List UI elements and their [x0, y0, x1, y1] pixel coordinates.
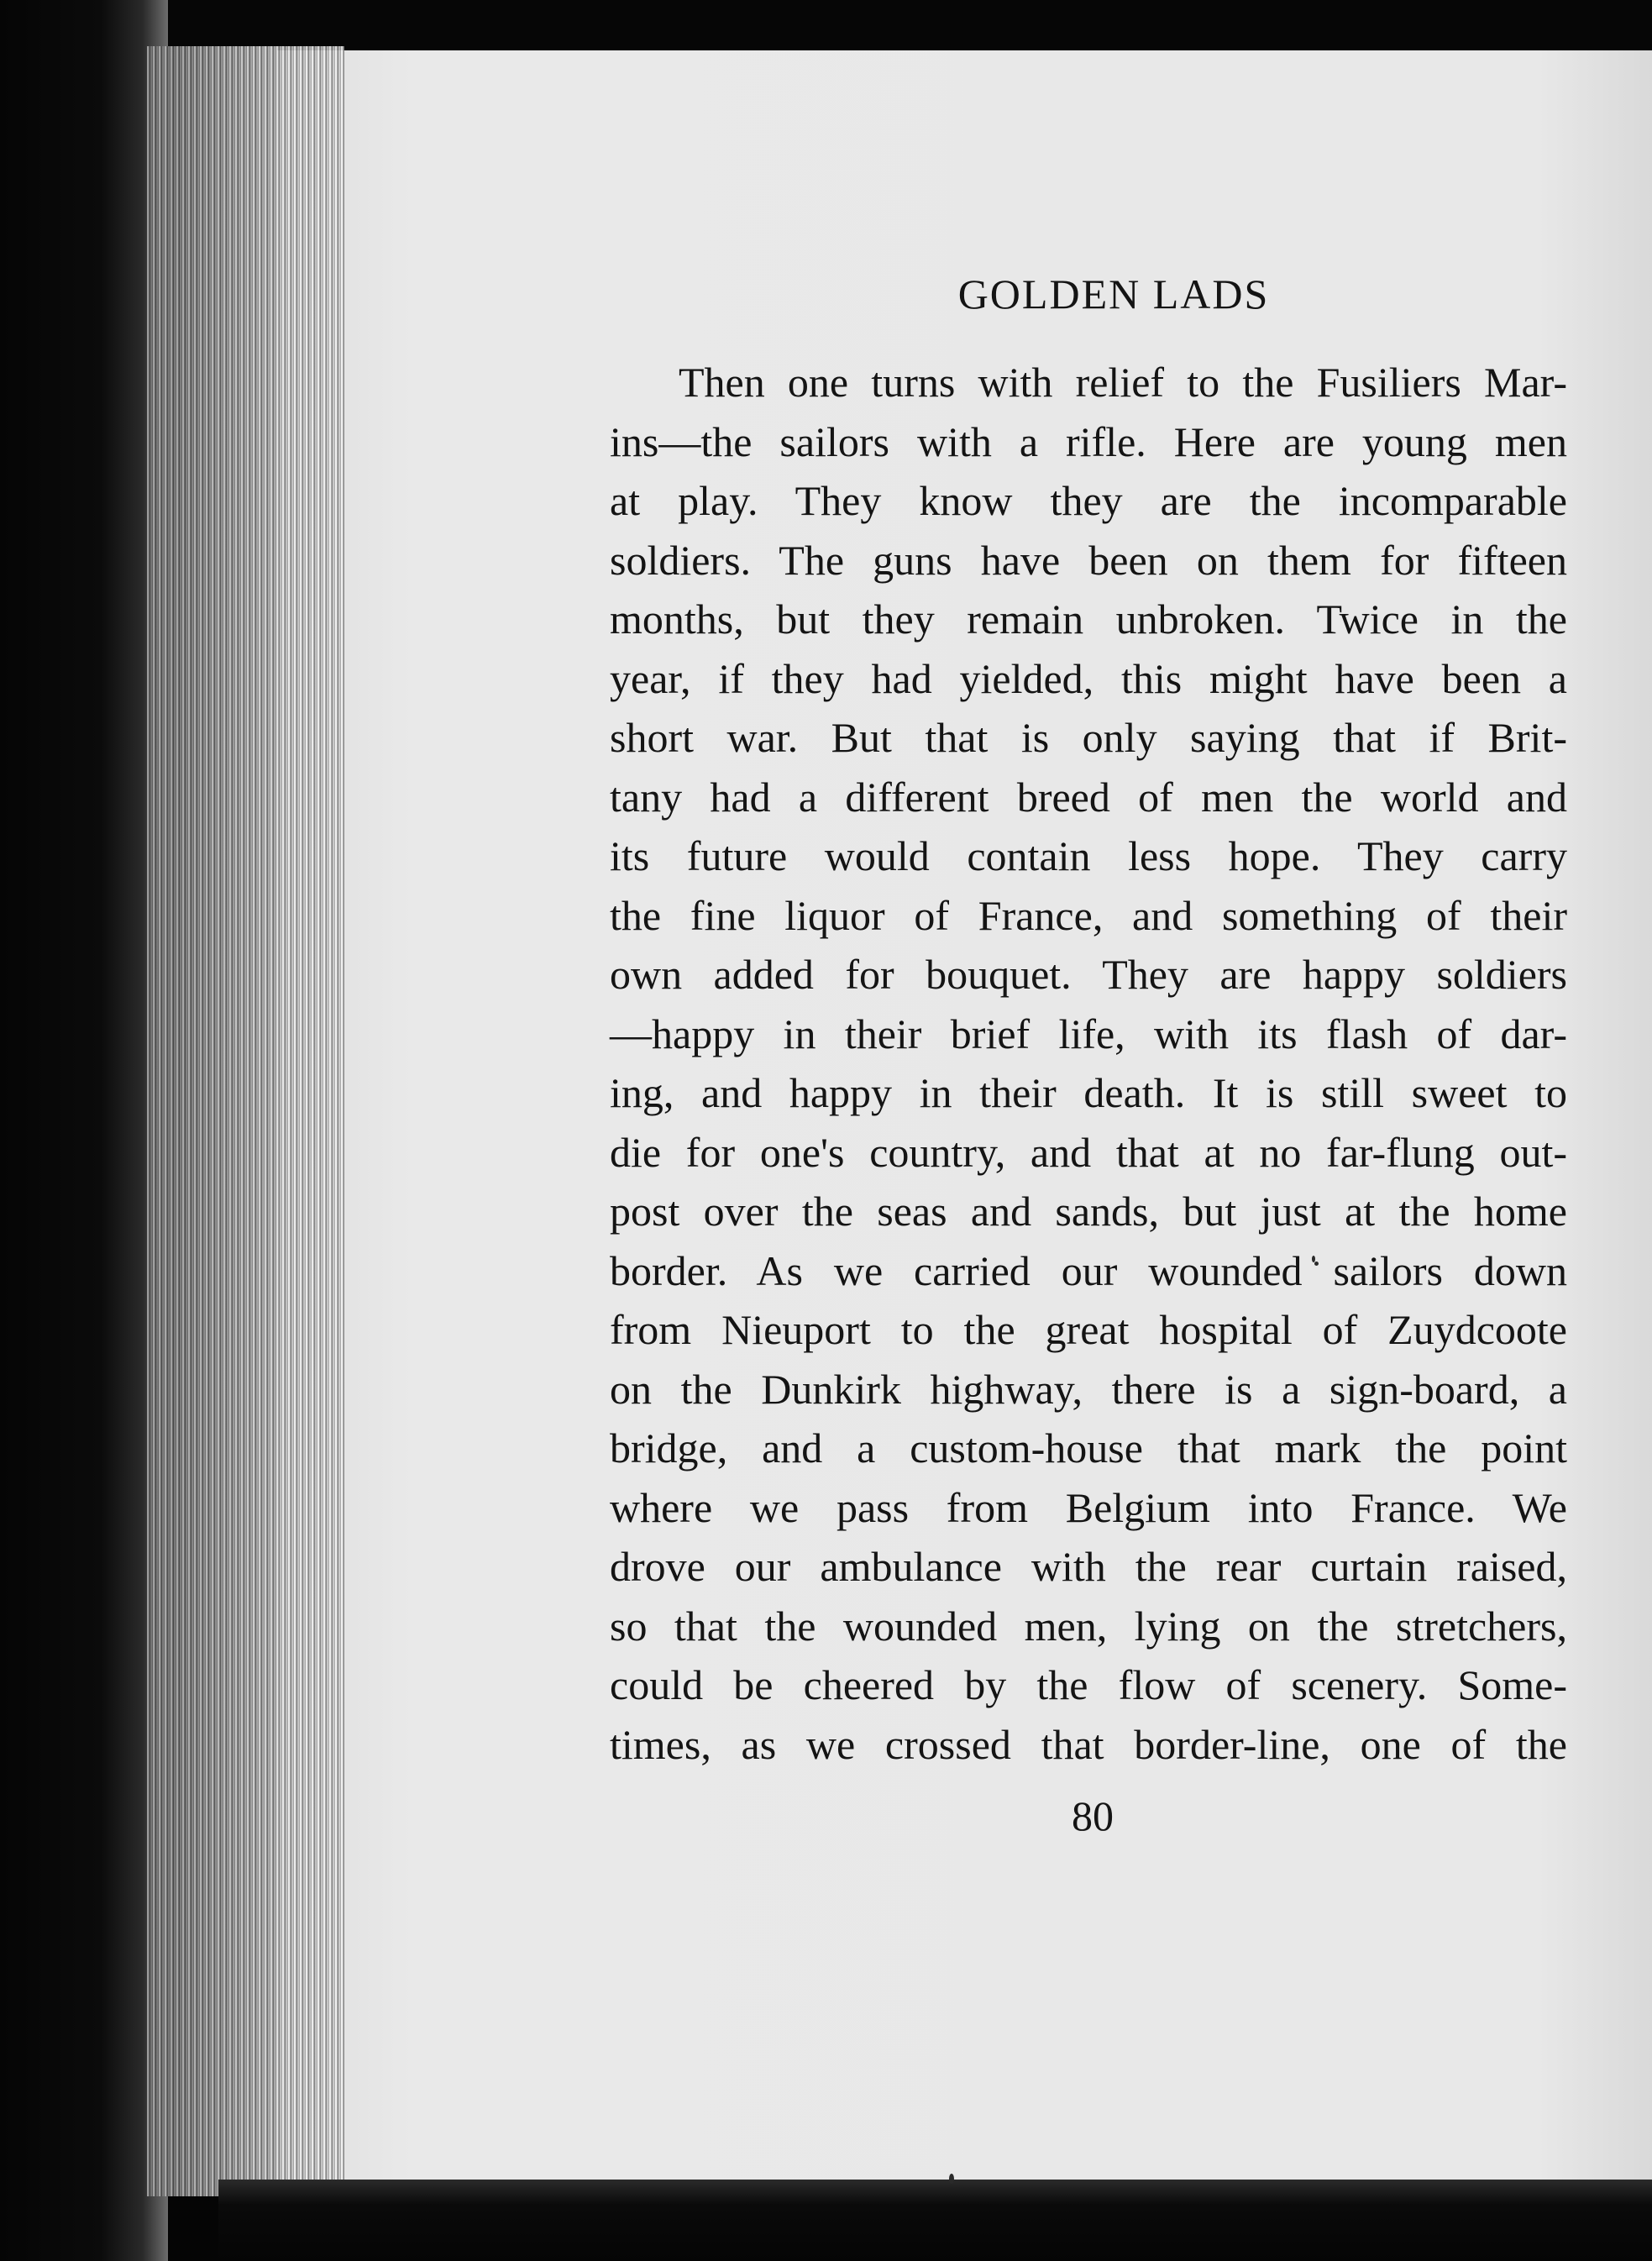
text-line: border. As we carried our wounded sailors down: [610, 1246, 1567, 1294]
text-line: own added for bouquet. They are happy soldiers: [610, 951, 1567, 998]
text-line: soldiers. The guns have been on them for fifteen: [610, 536, 1567, 584]
page-number: 80: [1072, 1792, 1114, 1839]
text-line: could be cheered by the flow of scenery. Some-: [610, 1661, 1567, 1708]
book-binding-shadow: [0, 0, 168, 2261]
page-edges-stack: [147, 46, 344, 2196]
text-line: its future would contain less hope. They carry: [610, 832, 1567, 879]
ink-speck: [949, 2174, 954, 2184]
text-line: drove our ambulance with the rear curtain raised,: [610, 1543, 1567, 1590]
text-line: on the Dunkirk highway, there is a sign-board, a: [610, 1365, 1567, 1413]
scan-bottom-border: [218, 2180, 1652, 2261]
text-line: ins—the sailors with a rifle. Here are young men: [610, 417, 1567, 465]
text-line: short war. But that is only saying that if Brit-: [610, 714, 1567, 761]
text-line: Then one turns with relief to the Fusiliers Mar-: [679, 359, 1567, 406]
text-line: the fine liquor of France, and something of their: [610, 891, 1567, 939]
text-block: [610, 269, 1567, 1841]
text-line: ing, and happy in their death. It is still sweet to: [610, 1069, 1567, 1116]
text-line: tany had a different breed of men the world and: [610, 773, 1567, 821]
text-line: —happy in their brief life, with its flash of dar-: [610, 1010, 1567, 1057]
text-line: so that the wounded men, lying on the stretchers,: [610, 1602, 1567, 1650]
text-line: times, as we crossed that border-line, one of the: [610, 1720, 1567, 1768]
text-line: where we pass from Belgium into France. We: [610, 1483, 1567, 1531]
text-line: bridge, and a custom-house that mark the point: [610, 1424, 1567, 1471]
text-line: at play. They know they are the incomparable: [610, 477, 1567, 524]
text-line: from Nieuport to the great hospital of Zuydcoote: [610, 1306, 1567, 1353]
text-line: months, but they remain unbroken. Twice in the: [610, 595, 1567, 643]
text-line: post over the seas and sands, but just at the home: [610, 1188, 1567, 1235]
body-text: [610, 353, 1567, 1774]
text-line: year, if they had yielded, this might have been a: [610, 654, 1567, 702]
running-head: GOLDEN LADS: [957, 270, 1270, 317]
text-line: die for one's country, and that at no far-flung out-: [610, 1128, 1567, 1176]
